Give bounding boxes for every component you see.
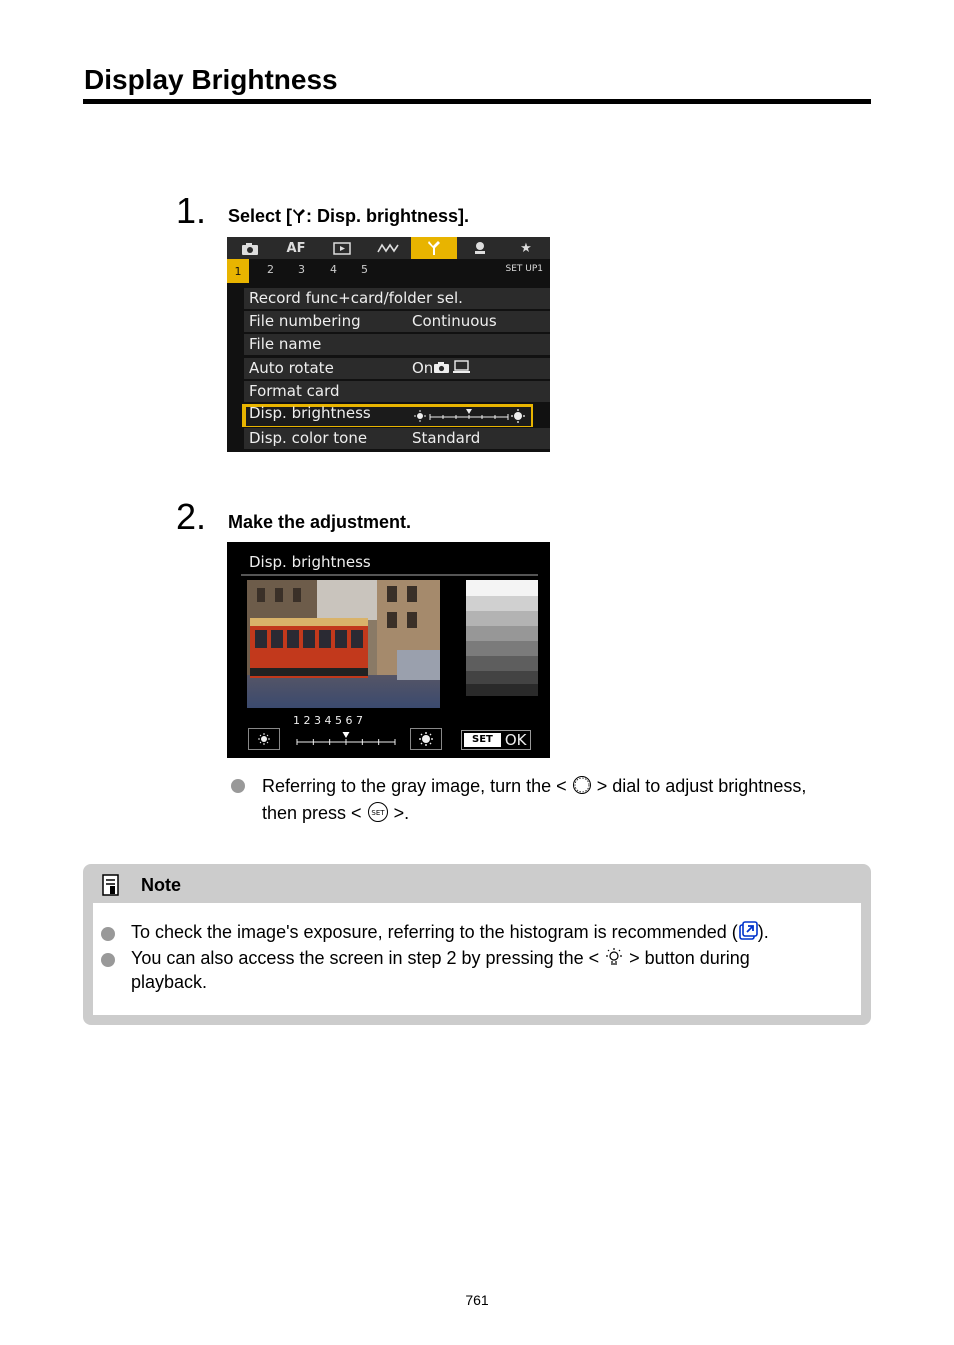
gray-scale-chart: [466, 580, 538, 696]
note-text: ).: [757, 922, 769, 942]
sample-photo-tram: [247, 580, 440, 708]
title-rule: [83, 99, 871, 104]
tab-af[interactable]: AF: [286, 240, 306, 256]
wireless-icon: [377, 242, 399, 254]
menu-subtabs: [227, 259, 550, 283]
adjust-screen-divider: [241, 574, 538, 576]
menu-row-format-card[interactable]: [244, 381, 550, 402]
menu-row-label: Auto rotate: [249, 359, 334, 377]
setup-page-label: SET UP1: [505, 264, 543, 274]
step-1-text-prefix: Select [: [228, 206, 293, 226]
menu-row-label: File name: [249, 335, 322, 353]
set-ok-button[interactable]: [461, 730, 531, 750]
menu-row-disp-brightness[interactable]: [242, 404, 533, 427]
brightness-button-icon: [604, 947, 624, 967]
dim-sun-icon: [249, 729, 279, 749]
menu-row-label: File numbering: [249, 312, 361, 330]
tab-my-menu[interactable]: ★: [520, 240, 532, 256]
playback-icon: [333, 242, 351, 255]
step-2-text: Make the adjustment.: [228, 512, 412, 532]
camera-icon: [241, 242, 259, 255]
step-2-number: 2.: [176, 496, 207, 537]
menu-tabs: [227, 237, 550, 259]
note-text: > button during: [629, 948, 750, 968]
tab-wireless[interactable]: [365, 237, 411, 259]
computer-icon: [452, 360, 471, 374]
menu-row-disp-color-tone[interactable]: [244, 428, 550, 449]
adjust-screen-title: Disp. brightness: [249, 553, 371, 571]
menu-row-file-name[interactable]: [244, 334, 550, 355]
wrench-icon: [427, 240, 441, 256]
page-title: Display Brightness: [84, 64, 338, 95]
page-number: 761: [465, 1292, 489, 1308]
bullet-dot: [101, 927, 115, 941]
instruction-line-1: [262, 773, 806, 800]
set-label: SET: [464, 733, 501, 747]
custom-function-icon: [472, 241, 488, 255]
scale-marker: [343, 732, 350, 738]
tab-setup[interactable]: [411, 237, 457, 259]
menu-row-label: Record func+card/folder sel.: [249, 289, 463, 307]
menu-row-value: [412, 358, 471, 379]
instruction-line-2: [262, 800, 409, 827]
tab-playback[interactable]: [319, 237, 365, 259]
ok-label: OK: [504, 731, 527, 749]
menu-row-record-func[interactable]: [244, 288, 550, 309]
instruction-text: Referring to the gray image, turn the <: [262, 776, 567, 796]
step-1-number: 1.: [176, 190, 207, 231]
note-text: You can also access the screen in step 2 by pressing the <: [131, 948, 600, 968]
menu-row-label: Disp. brightness: [249, 404, 371, 422]
menu-row-value: Standard: [412, 429, 481, 447]
tab-shooting[interactable]: [227, 237, 273, 259]
tab-custom-functions[interactable]: [457, 237, 503, 259]
brightness-scale-mini: [412, 407, 527, 423]
subtab-4[interactable]: 4: [330, 263, 337, 276]
dim-button[interactable]: [248, 728, 280, 750]
bullet-dot: [101, 953, 115, 967]
subtab-5[interactable]: 5: [361, 263, 368, 276]
wrench-icon: [292, 208, 306, 224]
subtab-1[interactable]: 1: [227, 259, 249, 283]
brightness-level-numbers: 1 2 3 4 5 6 7: [293, 714, 363, 727]
note-item-2: [131, 945, 750, 972]
brightness-scale[interactable]: [295, 730, 397, 748]
note-text: To check the image's exposure, referring to the histogram is recommended (: [131, 922, 738, 942]
instruction-text: then press <: [262, 803, 362, 823]
menu-row-label: Format card: [249, 382, 340, 400]
bullet-dot: [231, 779, 245, 793]
menu-row-value: Continuous: [412, 312, 497, 330]
menu-row-file-numbering[interactable]: [244, 311, 550, 332]
main-dial-icon: [572, 775, 592, 795]
instruction-text: > dial to adjust brightness,: [596, 776, 807, 796]
brightness-adjust-screen: [227, 542, 550, 758]
camera-icon: [433, 361, 450, 374]
subtab-2[interactable]: 2: [267, 263, 274, 276]
menu-row-label: Disp. color tone: [249, 429, 368, 447]
step-1-text: [228, 206, 469, 227]
note-icon: [100, 873, 122, 897]
link-arrow-icon[interactable]: [738, 921, 758, 941]
bright-button[interactable]: [410, 728, 442, 750]
note-box: [83, 864, 871, 1025]
instruction-text: >.: [393, 803, 410, 823]
note-content: [93, 903, 861, 1015]
bright-sun-icon: [411, 729, 441, 749]
note-item-2-cont: playback.: [131, 972, 208, 992]
set-button-icon: [367, 801, 389, 823]
step-1-text-suffix: : Disp. brightness].: [306, 206, 470, 226]
subtab-3[interactable]: 3: [298, 263, 305, 276]
auto-rotate-value: On: [412, 359, 434, 377]
note-item-1: [131, 919, 769, 946]
note-title: Note: [141, 875, 181, 895]
svg-text:SET: SET: [371, 809, 385, 817]
menu-row-auto-rotate[interactable]: [244, 358, 550, 379]
camera-menu-screen: [227, 237, 550, 452]
